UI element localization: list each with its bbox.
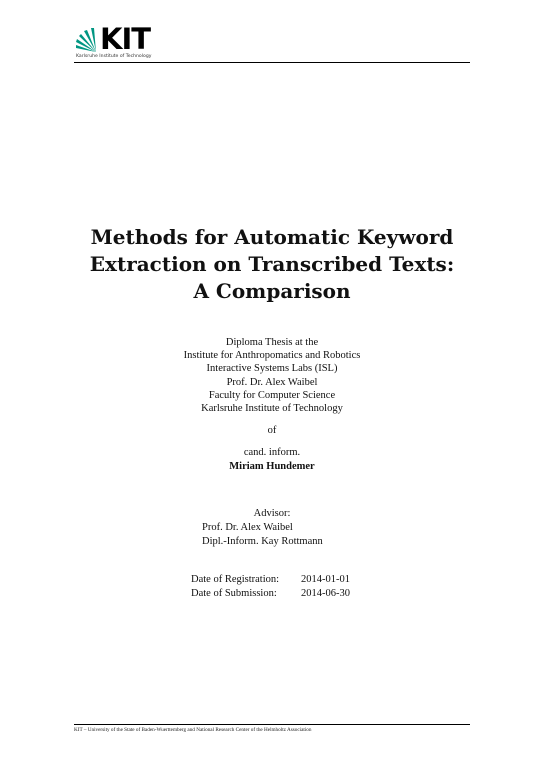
footer-text: KIT – University of the State of Baden-Wuerttemberg and National Research Center of the Helmholtz Association — [74, 727, 312, 733]
header-divider — [74, 62, 470, 63]
thesis-title — [40, 224, 504, 305]
kit-logo — [74, 22, 194, 62]
advisor-name: Prof. Dr. Alex Waibel — [202, 522, 293, 533]
registration-value: 2014-01-01 — [301, 574, 350, 585]
advisor-heading: Advisor: — [253, 508, 291, 519]
page-header — [74, 22, 470, 66]
advisor-name: Dipl.-Inform. Kay Rottmann — [202, 535, 323, 547]
registration-label: Date of Registration: — [191, 574, 280, 585]
logo-subtitle: Karlsruhe Institute of Technology — [76, 54, 152, 59]
of-label: of — [267, 425, 277, 437]
degree-label: cand. inform. — [243, 447, 301, 459]
university-name: Karlsruhe Institute of Technology — [201, 403, 343, 415]
professor-name: Prof. Dr. Alex Waibel — [226, 376, 318, 388]
submission-label: Date of Submission: — [191, 587, 277, 599]
title-line-2: Extraction on Transcribed Texts: — [89, 252, 455, 276]
footer-divider — [74, 724, 470, 725]
faculty-name: Faculty for Computer Science — [208, 389, 336, 401]
title-line-1: Methods for Automatic Keyword — [90, 225, 454, 249]
institute-name: Institute for Anthropomatics and Robotics — [183, 350, 361, 362]
dates-block — [191, 573, 350, 600]
submission-value: 2014-06-30 — [301, 587, 350, 599]
registration-date-row — [191, 573, 350, 587]
advisor-list — [202, 521, 323, 548]
thesis-type: Diploma Thesis at the — [225, 337, 319, 348]
lab-name: Interactive Systems Labs (ISL) — [206, 363, 338, 375]
author-name: Miriam Hundemer — [229, 460, 315, 472]
title-line-3: A Comparison — [193, 279, 351, 303]
submission-date-row — [191, 587, 350, 601]
logo-wordmark: KIT — [100, 22, 151, 56]
thesis-info-block — [72, 336, 472, 473]
